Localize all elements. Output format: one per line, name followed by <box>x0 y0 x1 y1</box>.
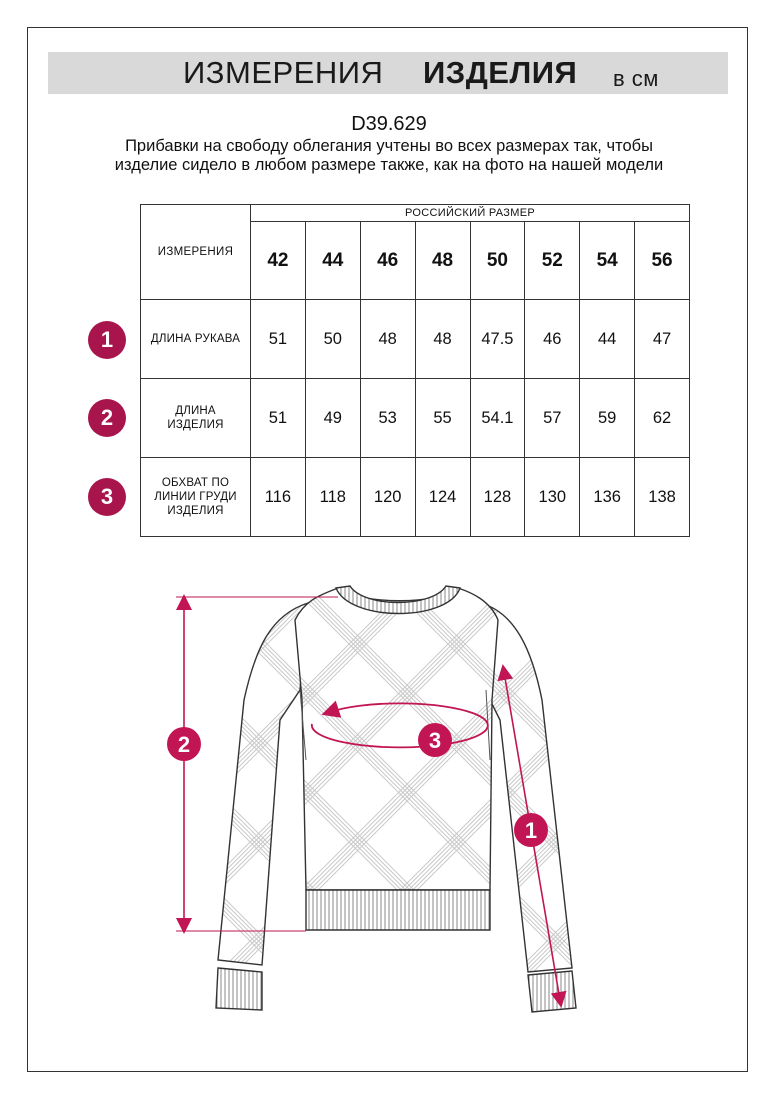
chest-marker <box>418 723 452 757</box>
size-header: 48 <box>415 222 470 300</box>
table-cell: 120 <box>360 458 415 537</box>
sweater-diagram <box>0 560 778 1030</box>
chest-marker-text: 3 <box>428 728 442 753</box>
length-marker-badge: 2 <box>88 399 126 437</box>
size-header: 42 <box>251 222 306 300</box>
length-marker <box>167 727 201 761</box>
row-label-sleeve: ДЛИНА РУКАВА <box>141 300 251 379</box>
row-label-chest: ОБХВАТ ПО ЛИНИИ ГРУДИ ИЗДЕЛИЯ <box>141 458 251 537</box>
table-cell: 59 <box>580 379 635 458</box>
table-cell: 47.5 <box>470 300 525 379</box>
table-cell: 130 <box>525 458 580 537</box>
table-cell: 48 <box>415 300 470 379</box>
table-cell: 55 <box>415 379 470 458</box>
table-cell: 128 <box>470 458 525 537</box>
table-cell: 118 <box>305 458 360 537</box>
size-header: 44 <box>305 222 360 300</box>
table-cell: 54.1 <box>470 379 525 458</box>
title-unit: в см <box>613 66 659 91</box>
article-number: D39.629 <box>351 113 427 135</box>
row-label-length: ДЛИНА ИЗДЕЛИЯ <box>141 379 251 458</box>
size-header: 54 <box>580 222 635 300</box>
length-marker-text: 2 <box>177 732 191 757</box>
table-row <box>141 300 690 379</box>
table-cell: 46 <box>525 300 580 379</box>
size-header: 46 <box>360 222 415 300</box>
right-cuff <box>528 971 576 1012</box>
table-cell: 136 <box>580 458 635 537</box>
size-system-label: РОССИЙСКИЙ РАЗМЕР <box>251 205 690 222</box>
table-cell: 44 <box>580 300 635 379</box>
chest-marker-badge: 3 <box>88 478 126 516</box>
table-header-row <box>141 205 690 222</box>
table-cell: 51 <box>251 379 306 458</box>
title-bold: ИЗДЕЛИЯ <box>423 55 578 90</box>
size-header: 56 <box>635 222 690 300</box>
title-bar <box>48 52 728 94</box>
hem-band <box>306 890 490 930</box>
table-cell: 124 <box>415 458 470 537</box>
sleeve-marker-badge: 1 <box>88 321 126 359</box>
size-table <box>140 204 690 537</box>
table-cell: 47 <box>635 300 690 379</box>
table-cell: 50 <box>305 300 360 379</box>
table-cell: 51 <box>251 300 306 379</box>
fit-description: Прибавки на свободу облегания учтены во всех размерах так, чтобы изделие сидело в любом размере также, как на фото на нашей модели <box>114 137 664 174</box>
table-cell: 62 <box>635 379 690 458</box>
left-sleeve <box>218 603 308 965</box>
title-light: ИЗМЕРЕНИЯ <box>183 55 384 90</box>
table-cell: 49 <box>305 379 360 458</box>
table-cell: 57 <box>525 379 580 458</box>
table-cell: 138 <box>635 458 690 537</box>
corner-label: ИЗМЕРЕНИЯ <box>141 205 251 300</box>
table-cell: 53 <box>360 379 415 458</box>
sleeve-marker <box>514 813 548 847</box>
table-row <box>141 379 690 458</box>
sleeve-marker-text: 1 <box>524 818 538 843</box>
size-header: 50 <box>470 222 525 300</box>
size-header: 52 <box>525 222 580 300</box>
table-cell: 116 <box>251 458 306 537</box>
table-row <box>141 458 690 537</box>
table-cell: 48 <box>360 300 415 379</box>
left-cuff <box>216 968 262 1010</box>
